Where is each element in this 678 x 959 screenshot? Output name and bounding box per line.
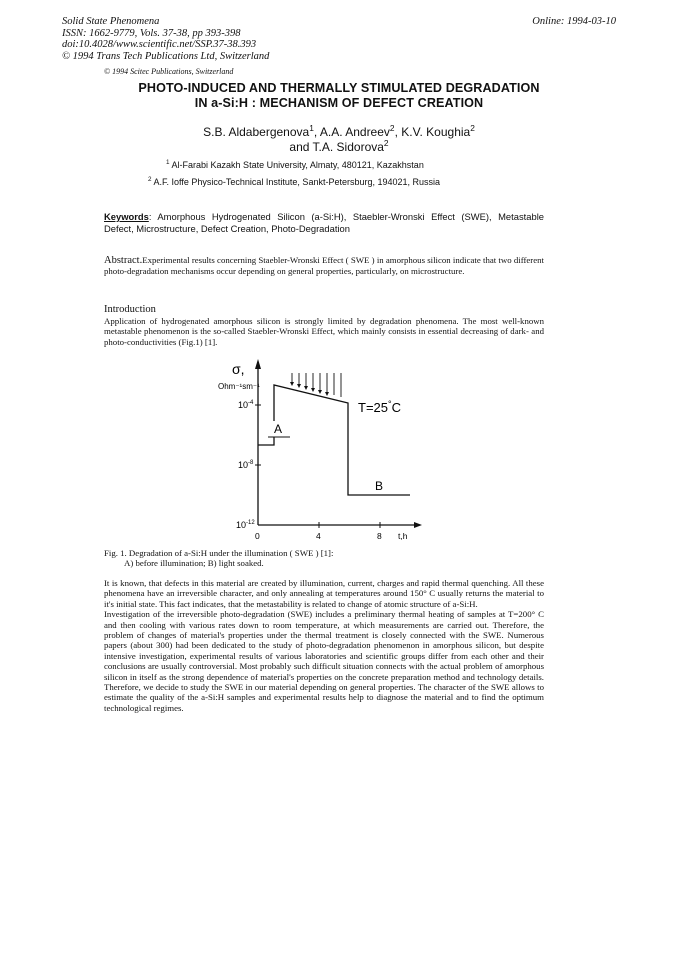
authors-line2 xyxy=(0,138,678,154)
temperature-label: T=25°C xyxy=(358,399,401,415)
author-3: , K.V. Koughia xyxy=(394,125,471,139)
figure-caption-line1: Fig. 1. Degradation of a-Si:H under the illumination ( SWE ) [1]: xyxy=(104,548,334,558)
introduction-text: Application of hydrogenated amorphous silicon is strongly limited by degradation phenomena. The most well-known metastable phenomenon is the so-called Staebler-Wronski Effect, which mainly consists in essential decreasing of dark- and photo-conductivities (Fig.1) [1]. xyxy=(104,316,544,347)
paper-title-line1: PHOTO-INDUCED AND THERMALLY STIMULATED DEGRADATION xyxy=(138,81,540,95)
authors-line1 xyxy=(0,123,678,139)
keywords-label: Keywords xyxy=(104,211,149,222)
x-tick-1: 0 xyxy=(255,531,260,541)
affiliation-2-text: A.F. Ioffe Physico-Technical Institute, Sankt-Petersburg, 194021, Russia xyxy=(153,177,441,187)
figure-caption xyxy=(104,548,333,569)
y-tick-2: $10^{-8}$ xyxy=(238,460,254,470)
abstract-text: Experimental results concerning Staebler-Wronski Effect ( SWE ) in amorphous silicon indicate that two different photo-degradation mechanisms occur depending on general properties, particularly, on microstructure. xyxy=(104,255,544,277)
introduction-heading: Introduction xyxy=(104,304,156,315)
affiliation-1-text: Al-Farabi Kazakh State University, Almaty, 480121, Kazakhstan xyxy=(171,160,424,170)
author-2-affil: 2 xyxy=(389,123,395,133)
paper-title-line2: IN a-Si:H : MECHANISM OF DEFECT CREATION xyxy=(194,96,484,110)
y-tick-1: $10^{-4}$ xyxy=(238,400,254,410)
affiliation-2-num: 2 xyxy=(148,176,152,183)
abstract-label: Abstract. xyxy=(104,255,143,266)
label-a: A xyxy=(274,422,283,436)
keywords xyxy=(104,211,544,234)
journal-doi[interactable]: doi:10.4028/www.scientific.net/SSP.37-38.393 xyxy=(62,39,257,51)
body-paragraph-1: It is known, that defects in this material are created by illumination, current, charges and rapid thermal quenching. All these phenomena have an irreversible character, and only annealing at temperatures around 150° C usually returns the material to it's initial state. This fact indicates, that the metastability is related to change of atomic structure of a-Si:H. xyxy=(104,578,544,609)
x-tick-2: 4 xyxy=(316,531,321,541)
publisher-copyright: © 1994 Scitec Publications, Switzerland xyxy=(104,67,234,76)
author-1: S.B. Aldabergenova xyxy=(203,125,310,139)
label-b: B xyxy=(375,479,384,493)
journal-issn: ISSN: 1662-9779, Vols. 37-38, pp 393-398 xyxy=(62,27,241,39)
journal-name: Solid State Phenomena xyxy=(62,16,160,27)
y-symbol: σ, xyxy=(232,361,245,377)
y-tick-3: $10^{-12}$ xyxy=(236,520,255,530)
body-paragraph-2: Investigation of the irreversible photo-degradation (SWE) includes a preliminary thermal heating of samples at T=200° C and then cooling with various rates down to room temperature, at which measurements are carried out. Therefore, the problem of changes of material's properties under the thermal treatment is closely connected with the SWE. Numerous papers (about 300) had been dedicated to the study of photo-degradation phenomenon in amorphous silicon, but despite intensive investigation, experimental results of various laboratories and scientific groups differ from each other and their conclusions are usually controversial. Most probably such difficult situation connects with the actual problem of amorphous silicon in itself as the strong dependence of material's properties on the concrete preparation method and technology details. Therefore, we decide to study the SWE in our material depending on general properties. The character of the SWE allows to estimate the quality of the a-Si:H samples and experimental results help to diagnose the material and to find the optimum technological regimes. xyxy=(104,609,544,713)
author-1-affil: 1 xyxy=(309,123,314,133)
online-date: Online: 1994-03-10 xyxy=(532,16,616,27)
author-4-affil: 2 xyxy=(383,138,389,148)
journal-copyright: © 1994 Trans Tech Publications Ltd, Switzerland xyxy=(62,50,270,62)
body-text xyxy=(104,578,544,713)
journal-header xyxy=(62,16,269,62)
x-axis-arrow xyxy=(414,522,422,528)
figure-caption-line2: A) before illumination; B) light soaked. xyxy=(124,558,264,569)
affiliation-1-num: 1 xyxy=(166,159,170,166)
abstract xyxy=(104,255,544,277)
author-4: and T.A. Sidorova xyxy=(289,140,384,154)
affiliation-1 xyxy=(166,159,424,170)
y-axis-arrow xyxy=(255,359,261,369)
figure-1-chart xyxy=(210,355,440,545)
x-tick-3: 8 xyxy=(377,531,382,541)
author-2: , A.A. Andreev xyxy=(313,125,390,139)
x-label: t,h xyxy=(398,531,408,541)
y-unit: Ohm⁻¹sm⁻¹ xyxy=(218,382,260,391)
keywords-text: : Amorphous Hydrogenated Silicon (a-Si:H), Staebler-Wronski Effect (SWE), Metastable Defect, Microstructure, Defect Creation, Photo-Degradation xyxy=(104,211,544,234)
affiliation-2 xyxy=(148,176,440,187)
author-3-affil: 2 xyxy=(470,123,475,133)
